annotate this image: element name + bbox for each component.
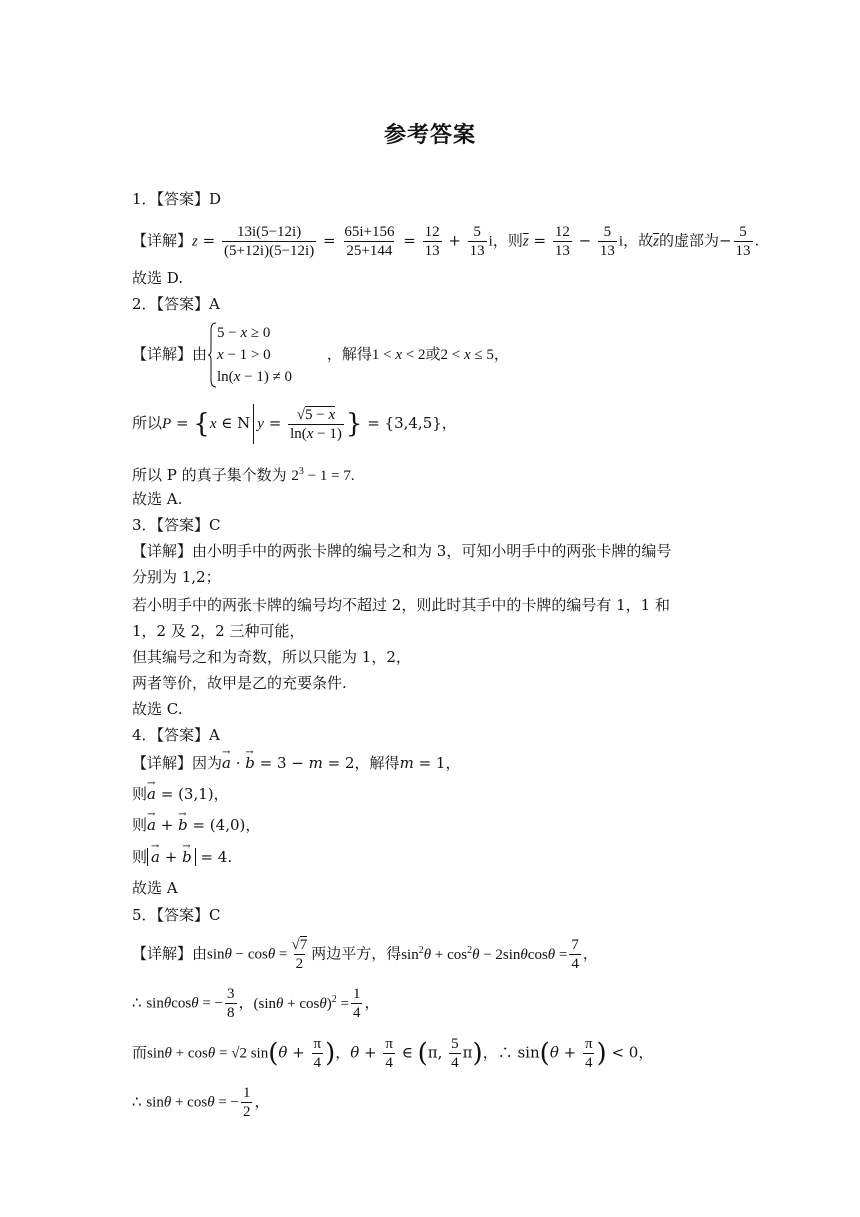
q4-solve: ，解得: [354, 754, 400, 772]
page-title: 参考答案: [383, 123, 476, 148]
q3-line1: 【详解】由小明手中的两张卡牌的编号之和为 3，可知小明手中的两张卡牌的编号: [132, 542, 672, 560]
q2-detail: 【详解】由 5 − x ≥ 0 x − 1 > 0 ln(x − 1) ≠ 0 ，解得1 < x < 2或2 < x ≤ 5，: [132, 325, 509, 385]
q2-answer: 2．【答案】A: [132, 295, 220, 313]
q3-answer: 3．【答案】C: [132, 516, 221, 534]
q2-set: 所以P = {x ∈ N y = $\frac{√5 - x}{\ln(x - 1)}$ } = {3,4,5}，: [132, 404, 457, 444]
set-prefix: 所以: [132, 414, 163, 432]
q3-line5: 但其编号之和为奇数，所以只能为 1，2，: [132, 648, 411, 666]
q1-detail: 【详解】z = $\frac{13i(5-12i)}{(5+12i)(5-12i)}$ = $\frac{65i+156}{25+144}$ = $\frac{12}{13}$ + $\frac{5}{13}$ i，则$\overline{z}$ = $\frac{12}{13}$ − $\frac{5}{13}$ i，故$\overline{z}$的虚部为− $\frac{5}{13}$ .: [132, 224, 760, 259]
q2-or: 或: [425, 345, 441, 363]
then-text: 则: [132, 848, 148, 866]
therefore-icon: ∴: [497, 1043, 513, 1062]
square-text: 两边平方，得: [311, 944, 402, 963]
then-text: 则: [132, 785, 148, 803]
detail-label: 【详解】由: [132, 944, 208, 963]
q4-mod: 则 → a + → b = 4.: [132, 847, 232, 867]
q3-line2: 分别为 1,2；: [132, 568, 221, 586]
q2-end: 故选 A.: [132, 490, 183, 508]
q3-end: 故选 C.: [132, 700, 183, 718]
q1-sep: ，则: [492, 231, 523, 250]
q5-answer: 5．【答案】C: [132, 906, 221, 924]
q5-range: 而sinθ + cosθ = √2 sin(θ + $\frac{\pi}{4}$ )，θ + $\frac{\pi}{4}$ ∈ (π, $\frac{5}{4}$ π)，∴ sin(θ + $\frac{\pi}{4}$ ) < 0，: [132, 1036, 654, 1071]
therefore-icon: ∴: [132, 1092, 142, 1111]
q1-answer: 1．【答案】D: [132, 190, 222, 208]
q3-line4: 1，2 及 2，2 三种可能，: [132, 622, 305, 640]
q4-answer: 4．【答案】A: [132, 726, 220, 744]
q3-line3: 若小明手中的两张卡牌的编号均不超过 2，则此时其手中的卡牌的编号有 1，1 和: [132, 596, 670, 614]
then-text: 则: [132, 816, 148, 834]
therefore-icon: ∴: [132, 993, 142, 1012]
q2-solve: ，解得: [326, 345, 372, 363]
q2-count: 所以 P 的真子集个数为 $2^3 - 1 = 7$.: [132, 466, 355, 484]
count-text: 所以 P 的真子集个数为: [132, 466, 287, 484]
q4-a: 则→ a = (3,1)，: [132, 784, 229, 804]
detail-label: 【详解】: [132, 231, 193, 250]
detail-label: 【详解】因为: [132, 754, 223, 772]
q1-end: 故选 D.: [132, 269, 184, 287]
but-text: 而: [132, 1043, 148, 1062]
q4-end: 故选 A: [132, 879, 178, 897]
q4-sum: 则→ a + → b = (4,0)，: [132, 815, 260, 835]
detail-label: 【详解】由: [132, 345, 208, 363]
q5-result: ∴ sinθ + cosθ = − $\frac{1}{2}$ ，: [132, 1085, 270, 1120]
q1-sep3: 的虚部为: [658, 231, 719, 250]
q5-detail: 【详解】由sinθ − cosθ = $\frac{√7}{2}$ 两边平方，得$\sin^2\theta + \cos^2\theta - 2\sin\theta\cos\theta$ = $\frac{7}{4}$ ，: [132, 937, 598, 972]
q1-sep2: ，故: [623, 231, 654, 250]
q3-line6: 两者等价，故甲是乙的充要条件.: [132, 674, 347, 692]
q5-product: ∴ sinθcosθ = − $\frac{3}{8}$ ，$(\sin\theta + \cos\theta)^2$ = $\frac{1}{4}$ ，: [132, 986, 380, 1021]
q4-detail: 【详解】因为→ a · → b = 3 − m = 2，解得m = 1，: [132, 753, 460, 773]
